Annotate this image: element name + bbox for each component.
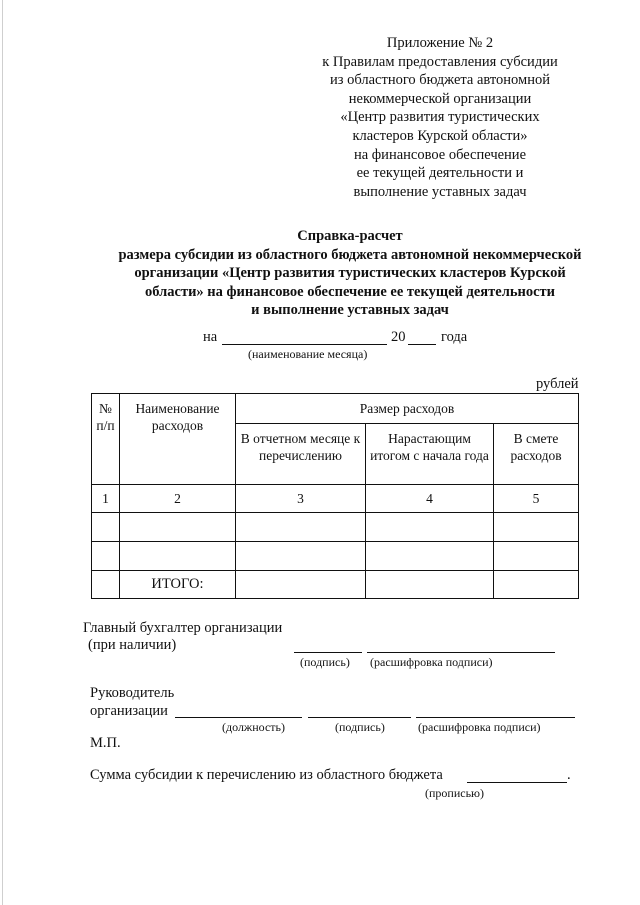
appendix-line: кластеров Курской области» bbox=[352, 127, 528, 144]
appendix-line: некоммерческой организации bbox=[348, 90, 532, 107]
appendix-header bbox=[300, 34, 580, 201]
table-cell[interactable] bbox=[494, 571, 579, 599]
appendix-line: из областного бюджета автономной bbox=[330, 72, 550, 89]
sum-caption: (прописью) bbox=[425, 786, 485, 800]
total-label: ИТОГО: bbox=[120, 571, 236, 599]
appendix-line: «Центр развития туристических bbox=[340, 109, 540, 126]
expenses-table bbox=[91, 393, 579, 599]
units-label: рублей bbox=[536, 376, 579, 392]
title-line: области» на финансовое обеспечение ее текущей деятельности bbox=[144, 283, 556, 300]
table-index-row bbox=[92, 485, 579, 513]
table-cell: 4 bbox=[366, 485, 494, 513]
table-cell[interactable] bbox=[92, 542, 120, 571]
table-cell: 3 bbox=[236, 485, 366, 513]
head-title: Руководитель bbox=[90, 685, 175, 701]
title-line: и выполнение уставных задач bbox=[251, 302, 449, 319]
table-row bbox=[92, 513, 579, 542]
appendix-line: к Правилам предоставления субсидии bbox=[322, 53, 558, 70]
accountant-decode-field[interactable] bbox=[367, 652, 555, 653]
head-decode-caption: (расшифровка подписи) bbox=[418, 720, 541, 734]
head-position-caption: (должность) bbox=[222, 720, 285, 734]
year-field[interactable] bbox=[408, 344, 436, 345]
table-cell[interactable] bbox=[120, 513, 236, 542]
period-suffix: года bbox=[441, 329, 468, 345]
sum-text: Сумма субсидии к перечислению из областного бюджета bbox=[90, 767, 443, 783]
header-group: Размер расходов bbox=[236, 394, 579, 424]
month-caption: (наименование месяца) bbox=[248, 347, 368, 361]
title-heading: Справка-расчет bbox=[297, 228, 403, 244]
table-cell[interactable] bbox=[236, 571, 366, 599]
table-cell: 1 bbox=[92, 485, 120, 513]
table-cell[interactable] bbox=[494, 513, 579, 542]
head-position-field[interactable] bbox=[175, 717, 302, 718]
head-title-2: организации bbox=[90, 703, 168, 719]
title-line: размера субсидии из областного бюджета автономной некоммерческой bbox=[118, 246, 582, 263]
header-reporting: В отчетном месяце к перечислению bbox=[236, 424, 366, 485]
table-cell[interactable] bbox=[92, 513, 120, 542]
table-cell: 2 bbox=[120, 485, 236, 513]
month-field[interactable] bbox=[222, 344, 387, 345]
accountant-signature-caption: (подпись) bbox=[300, 655, 350, 669]
table-cell: 5 bbox=[494, 485, 579, 513]
document-title bbox=[60, 227, 640, 320]
head-signature-field[interactable] bbox=[308, 717, 411, 718]
accountant-decode-caption: (расшифровка подписи) bbox=[370, 655, 493, 669]
period-year-prefix: 20 bbox=[391, 329, 406, 345]
table-total-row bbox=[92, 571, 579, 599]
head-signature-caption: (подпись) bbox=[335, 720, 385, 734]
appendix-line: на финансовое обеспечение bbox=[353, 146, 527, 163]
table-cell[interactable] bbox=[366, 513, 494, 542]
table-cell[interactable] bbox=[236, 513, 366, 542]
table-cell[interactable] bbox=[236, 542, 366, 571]
sum-end: . bbox=[567, 767, 571, 783]
table-cell[interactable] bbox=[366, 571, 494, 599]
appendix-line: выполнение уставных задач bbox=[353, 183, 527, 200]
accountant-signature-field[interactable] bbox=[294, 652, 362, 653]
stamp-place: М.П. bbox=[90, 735, 121, 751]
period-prefix: на bbox=[203, 329, 218, 345]
table-cell[interactable] bbox=[120, 542, 236, 571]
sum-in-words-field[interactable] bbox=[467, 782, 567, 783]
appendix-number: Приложение № 2 bbox=[386, 35, 494, 51]
appendix-line: ее текущей деятельности и bbox=[356, 165, 524, 182]
table-row bbox=[92, 542, 579, 571]
header-num: № п/п bbox=[92, 394, 120, 485]
table-cell[interactable] bbox=[366, 542, 494, 571]
scan-edge bbox=[2, 0, 3, 905]
header-cumulative: Нарастающим итогом с начала года bbox=[366, 424, 494, 485]
head-decode-field[interactable] bbox=[416, 717, 575, 718]
title-line: организации «Центр развития туристических кластеров Курской bbox=[134, 265, 566, 282]
header-estimate: В смете расходов bbox=[494, 424, 579, 485]
table-cell[interactable] bbox=[494, 542, 579, 571]
header-name: Наименование расходов bbox=[120, 394, 236, 485]
table-cell[interactable] bbox=[92, 571, 120, 599]
accountant-title: Главный бухгалтер организации bbox=[83, 620, 283, 636]
accountant-note: (при наличии) bbox=[88, 637, 177, 653]
